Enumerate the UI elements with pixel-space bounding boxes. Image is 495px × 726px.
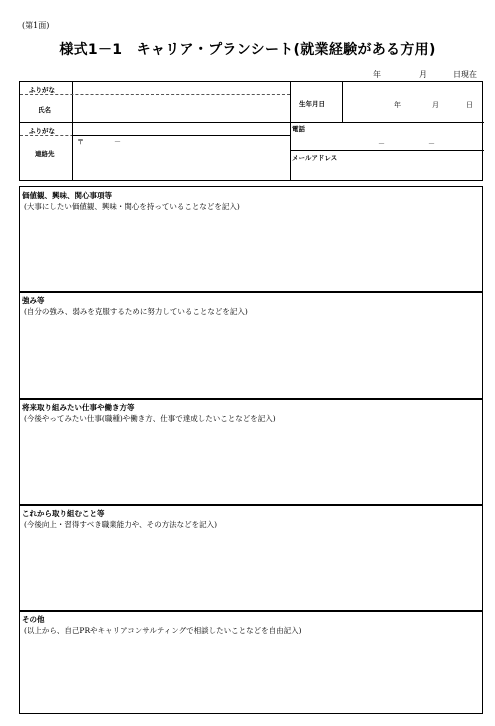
- phone-separator-1: －: [378, 140, 385, 148]
- section-description: (今後向上・習得すべき職業能力や、その方法などを記入): [24, 520, 218, 529]
- birth-label-divider: [342, 82, 343, 122]
- contact-label: 連絡先: [35, 150, 55, 158]
- section-title: 価値観、興味、関心事項等: [22, 191, 112, 200]
- birth-date-label: 生年月日: [299, 100, 325, 108]
- furigana-field[interactable]: [74, 85, 288, 93]
- section-title: 強み等: [22, 296, 45, 305]
- page-number-note: (第1面): [22, 21, 50, 30]
- section-description: (自分の強み、弱みを克服するために努力していることなどを記入): [24, 307, 248, 316]
- values-interests-section[interactable]: [19, 186, 483, 292]
- form-title: 様式1－1 キャリア・プランシート(就業経験がある方用): [59, 42, 436, 58]
- birth-month-label: 月: [432, 101, 439, 109]
- section-description: (以上から、自己PRやキャリアコンサルティングで相談したいことなどを自由記入): [24, 626, 302, 635]
- phone-separator-2: －: [428, 140, 435, 148]
- furigana-dashed-line: [20, 94, 290, 95]
- postal-separator: －: [114, 138, 121, 146]
- name-field[interactable]: [74, 97, 288, 120]
- birth-day-label: 日: [466, 101, 473, 109]
- date-month-label: 月: [419, 70, 427, 79]
- section-description: (今後やってみたい仕事(職種)や働き方、仕事で達成したいことなどを記入): [24, 414, 276, 423]
- furigana2-label: ふりがな: [29, 127, 55, 135]
- phone-bottom-line: [290, 150, 484, 151]
- name-label: 氏名: [38, 106, 51, 114]
- phone-label: 電話: [292, 125, 305, 133]
- email-field[interactable]: [292, 162, 482, 178]
- email-label: メールアドレス: [292, 154, 338, 162]
- furigana-label: ふりがな: [29, 86, 55, 94]
- address-field[interactable]: [74, 144, 288, 178]
- name-row-bottom-line: [20, 122, 484, 123]
- address-top-line: [72, 135, 290, 136]
- postal-mark: 〒: [77, 138, 84, 146]
- birth-year-label: 年: [394, 101, 401, 109]
- date-year-label: 年: [373, 70, 381, 79]
- section-title: これから取り組むこと等: [22, 509, 105, 518]
- date-day-now-label: 日現在: [453, 70, 477, 79]
- contact-label-divider: [72, 122, 73, 180]
- strengths-section[interactable]: [19, 292, 483, 399]
- other-section[interactable]: [19, 611, 483, 714]
- section-title: 将来取り組みたい仕事や働き方等: [22, 403, 135, 412]
- next-actions-section[interactable]: [19, 505, 483, 611]
- left-right-divider: [290, 82, 291, 180]
- personal-info-table: [19, 81, 483, 181]
- section-description: (大事にしたい価値観、興味・関心を持っていることなどを記入): [24, 202, 240, 211]
- section-title: その他: [22, 615, 45, 624]
- future-work-section[interactable]: [19, 399, 483, 505]
- name-label-divider: [72, 82, 73, 122]
